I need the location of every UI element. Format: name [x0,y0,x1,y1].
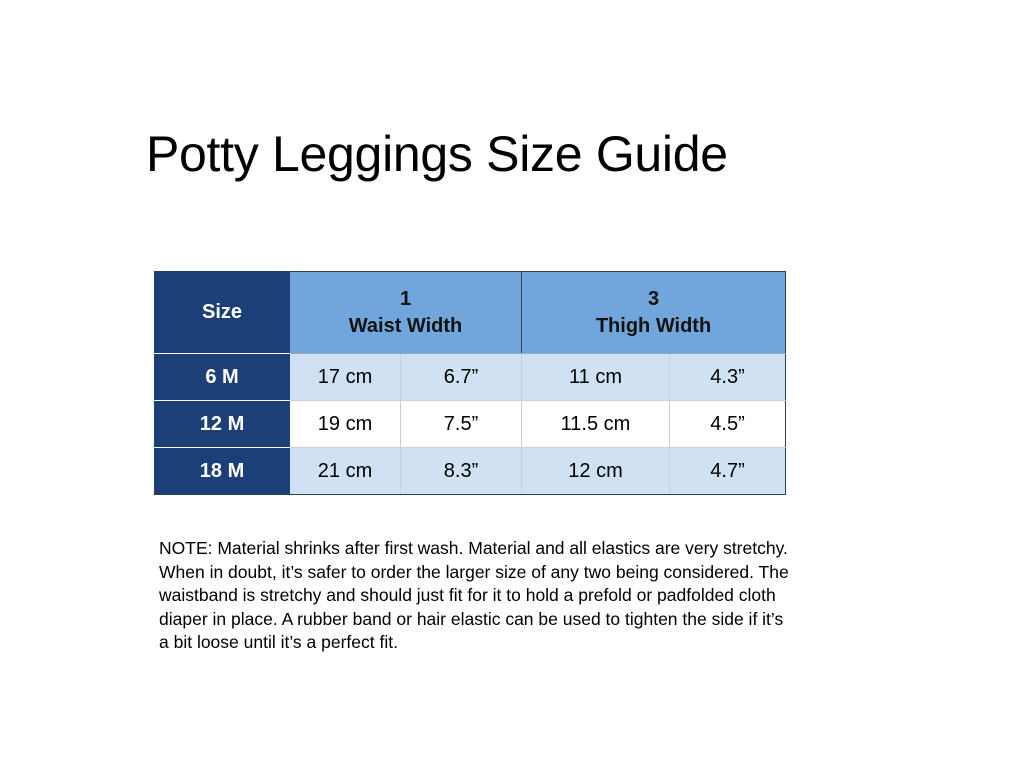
waist-cm-cell: 19 cm [290,401,401,448]
thigh-inch-cell: 4.5” [670,401,786,448]
thigh-cm-cell: 11.5 cm [522,401,670,448]
thigh-inch-cell: 4.7” [670,448,786,495]
waist-inch-cell: 6.7” [401,354,522,401]
table-row [155,354,786,401]
waist-inch-cell: 7.5” [401,401,522,448]
size-guide-table [154,271,786,495]
thigh-cm-cell: 12 cm [522,448,670,495]
waist-cm-cell: 17 cm [290,354,401,401]
waist-width-number: 1 [399,287,412,310]
table-header-row [155,272,786,354]
waist-width-label: Waist Width [348,314,463,337]
thigh-inch-cell: 4.3” [670,354,786,401]
table-row [155,448,786,495]
thigh-width-label: Thigh Width [595,314,712,337]
size-label: 12 M [155,401,290,448]
care-note: NOTE: Material shrinks after first wash. Material and all elastics are very stretchy. When in doubt, it’s safer to order the larger size of any two being considered. The waistband is stretchy and should just fit for it to hold a prefold or padfolded cloth diaper in place. A rubber band or hair elastic can be used to tighten the side if it’s a bit loose until it’s a perfect fit. [159,538,789,653]
size-label: 18 M [155,448,290,495]
size-label: 6 M [155,354,290,401]
thigh-cm-cell: 11 cm [522,354,670,401]
waist-inch-cell: 8.3” [401,448,522,495]
thigh-width-number: 3 [647,287,660,310]
size-column-header: Size [155,272,290,354]
table-row [155,401,786,448]
waist-width-header [290,272,522,354]
page-title: Potty Leggings Size Guide [146,126,728,182]
thigh-width-header [522,272,786,354]
waist-cm-cell: 21 cm [290,448,401,495]
